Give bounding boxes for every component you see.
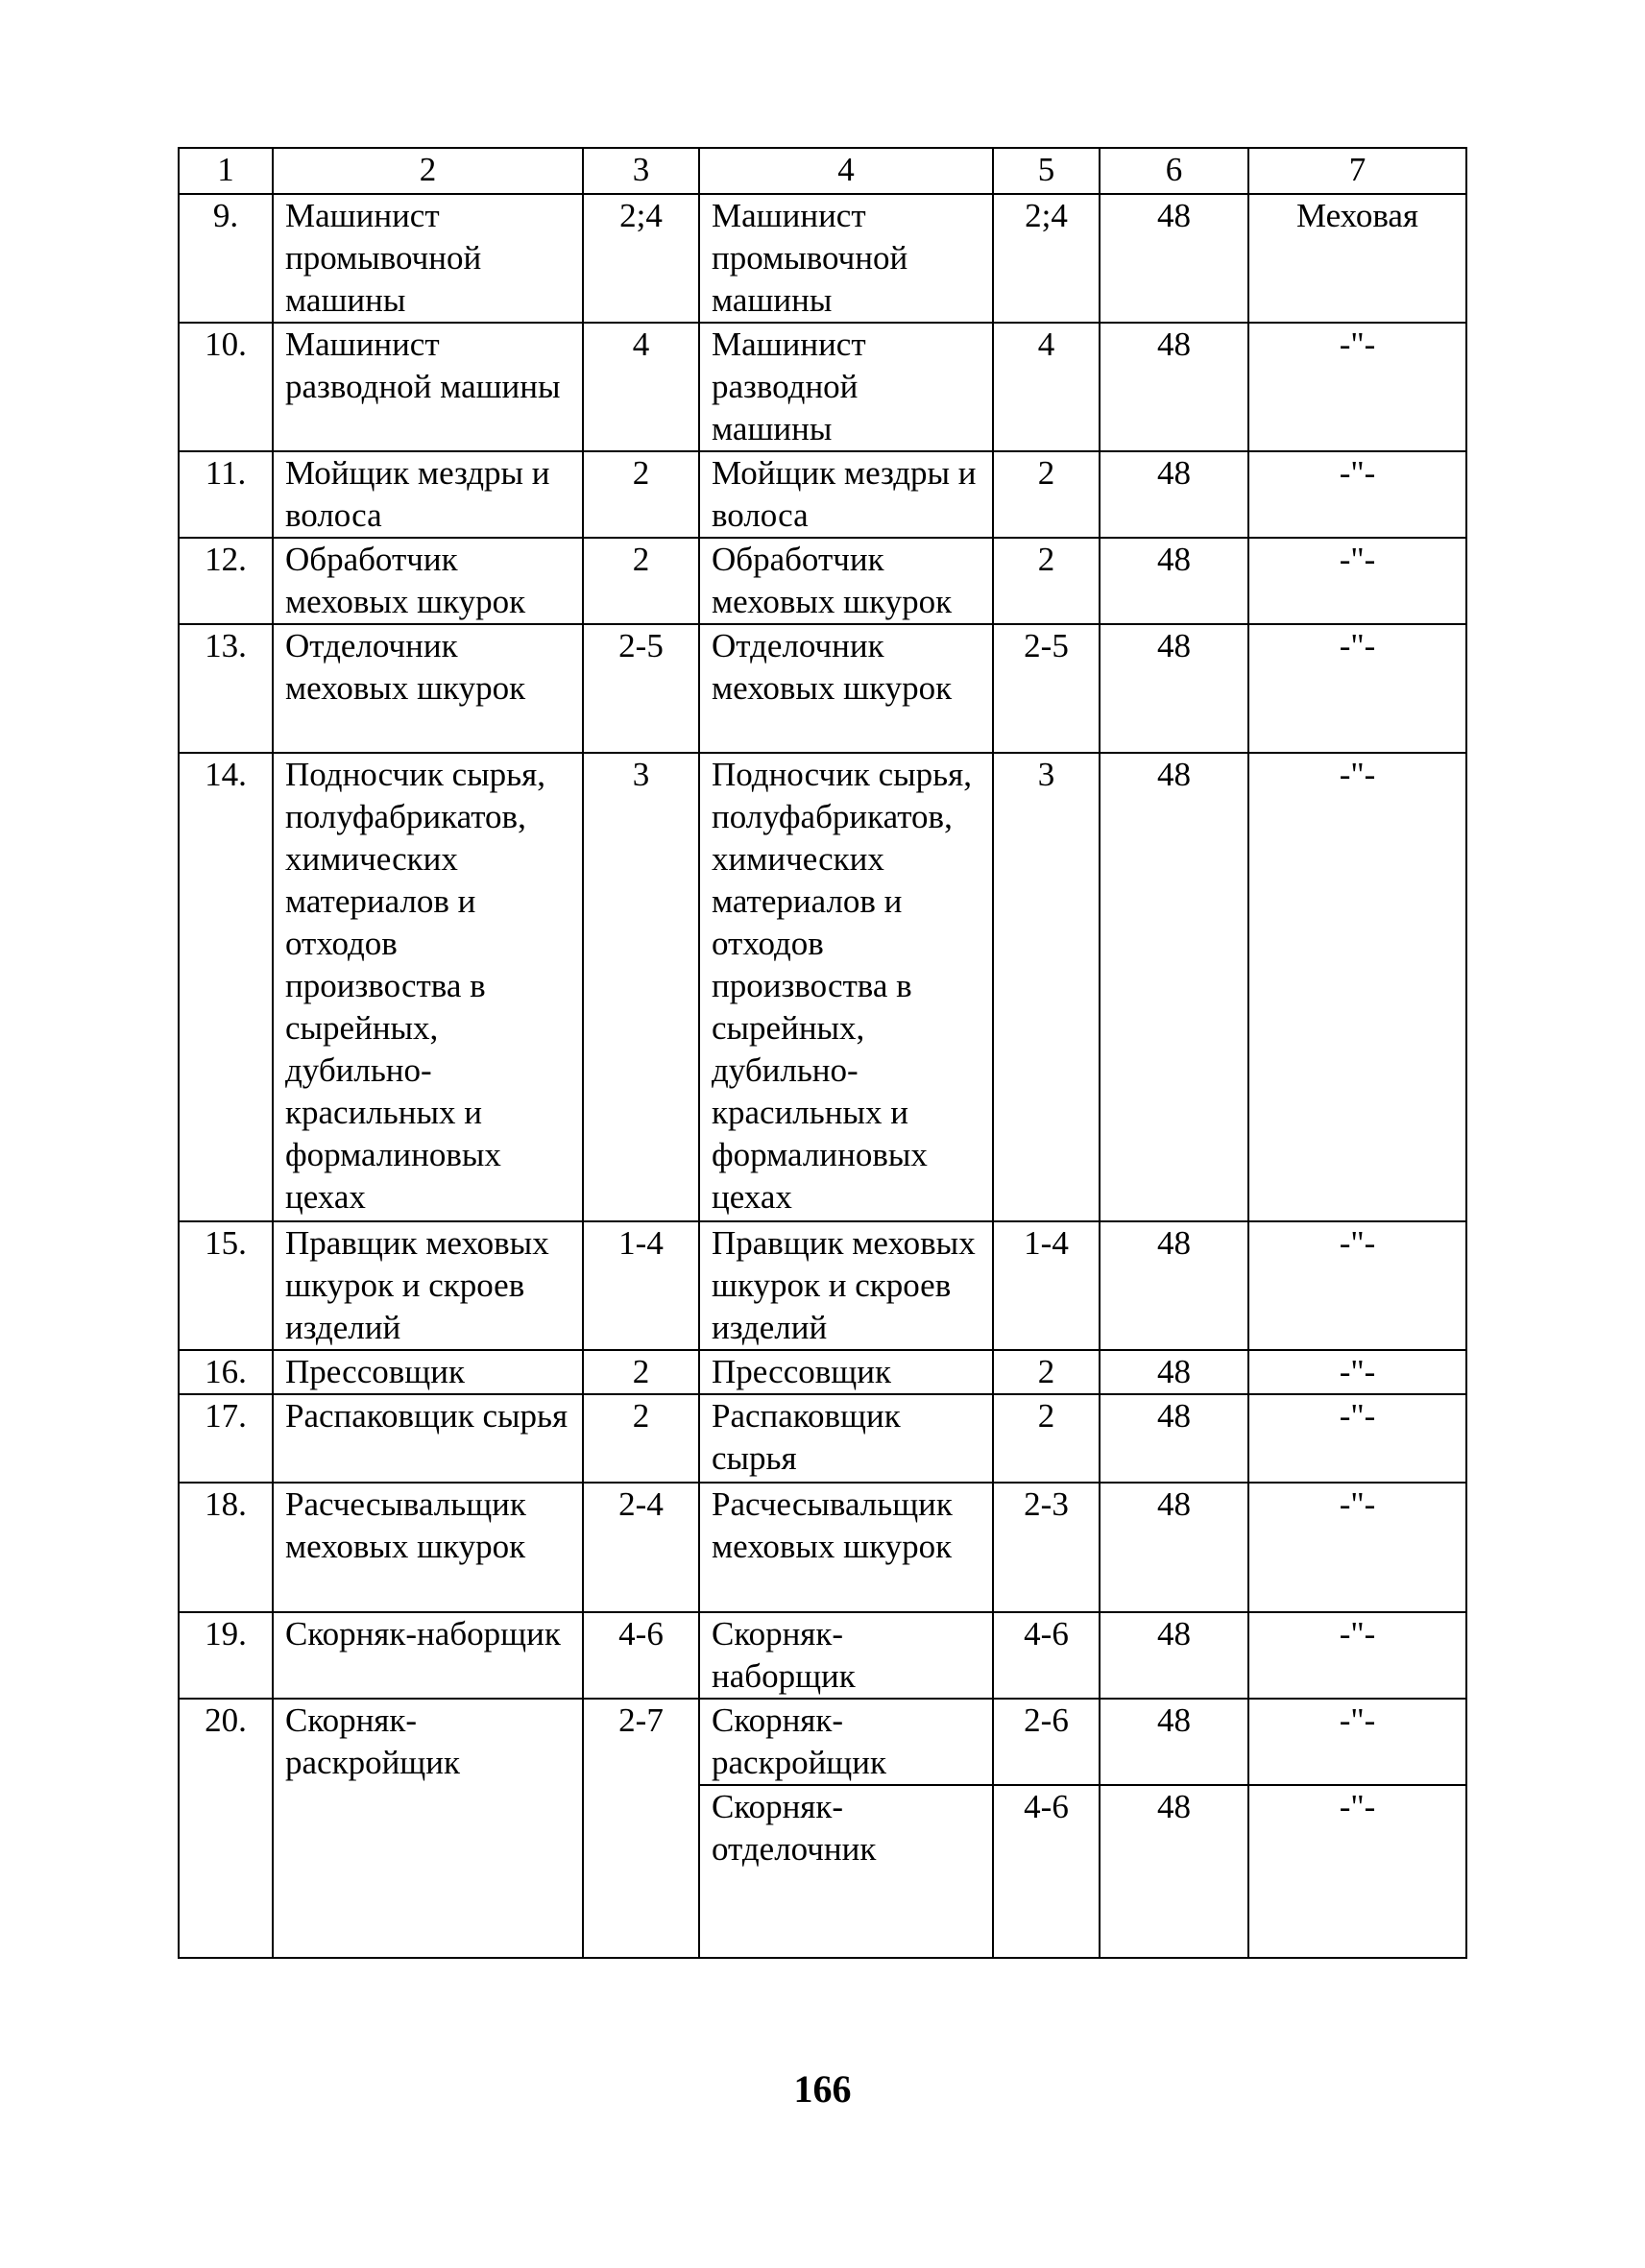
grade-new-cell: 2;4 [993, 194, 1100, 323]
grade-new-cell: 2-6 [993, 1699, 1100, 1785]
profession-new-cell: Правщик меховых шкурок и скроев изделий [699, 1221, 993, 1350]
hours-cell: 48 [1100, 1612, 1248, 1699]
profession-new-cell: Прессовщик [699, 1350, 993, 1394]
profession-cell: Машинист разводной машины [273, 323, 583, 451]
profession-cell: Машинист промывочной машины [273, 194, 583, 323]
professions-table [178, 147, 1467, 1959]
profession-new-cell: Отделочник меховых шкурок [699, 624, 993, 753]
table-row [179, 1483, 1466, 1612]
hours-cell: 48 [1100, 451, 1248, 538]
header-cell: 5 [993, 148, 1100, 194]
grade-cell: 2-7 [583, 1699, 699, 1958]
grade-new-cell: 4-6 [993, 1612, 1100, 1699]
grade-new-cell: 1-4 [993, 1221, 1100, 1350]
table-row [179, 1394, 1466, 1483]
grade-cell: 3 [583, 753, 699, 1221]
table-row [179, 1612, 1466, 1699]
row-number: 19. [179, 1612, 273, 1699]
grade-cell: 2 [583, 1394, 699, 1483]
header-cell: 4 [699, 148, 993, 194]
profession-new-cell: Скорняк-раскройщик [699, 1699, 993, 1785]
table-row [179, 451, 1466, 538]
hours-cell: 48 [1100, 1394, 1248, 1483]
note-cell: -"- [1248, 323, 1466, 451]
page-number: 166 [793, 2067, 852, 2111]
row-number: 14. [179, 753, 273, 1221]
grade-new-cell: 2 [993, 538, 1100, 624]
row-number: 11. [179, 451, 273, 538]
table-row [179, 1221, 1466, 1350]
header-cell: 2 [273, 148, 583, 194]
note-cell: -"- [1248, 1221, 1466, 1350]
note-cell: -"- [1248, 753, 1466, 1221]
note-cell: -"- [1248, 1612, 1466, 1699]
hours-cell: 48 [1100, 1699, 1248, 1785]
table-row [179, 624, 1466, 753]
grade-new-cell: 2-5 [993, 624, 1100, 753]
profession-cell: Правщик меховых шкурок и скроев изделий [273, 1221, 583, 1350]
hours-cell: 48 [1100, 1483, 1248, 1612]
profession-cell: Распаковщик сырья [273, 1394, 583, 1483]
note-cell: -"- [1248, 1699, 1466, 1785]
hours-cell: 48 [1100, 538, 1248, 624]
hours-cell: 48 [1100, 323, 1248, 451]
grade-new-cell: 4-6 [993, 1785, 1100, 1958]
grade-cell: 1-4 [583, 1221, 699, 1350]
row-number: 10. [179, 323, 273, 451]
note-cell: -"- [1248, 1483, 1466, 1612]
grade-cell: 4 [583, 323, 699, 451]
profession-cell: Скорняк-наборщик [273, 1612, 583, 1699]
profession-new-cell: Расчесывальщик меховых шкурок [699, 1483, 993, 1612]
profession-new-cell: Скорняк-отделочник [699, 1785, 993, 1958]
grade-cell: 2 [583, 538, 699, 624]
grade-cell: 2 [583, 1350, 699, 1394]
profession-new-cell: Подносчик сырья, полуфабрикатов, химических материалов и отходов произвоства в сырейных, дубильно-красильных и формалиновых цехах [699, 753, 993, 1221]
note-cell: -"- [1248, 1350, 1466, 1394]
hours-cell: 48 [1100, 1350, 1248, 1394]
note-cell: -"- [1248, 538, 1466, 624]
header-cell: 3 [583, 148, 699, 194]
grade-cell: 2-4 [583, 1483, 699, 1612]
header-row [179, 148, 1466, 194]
header-cell: 1 [179, 148, 273, 194]
hours-cell: 48 [1100, 1221, 1248, 1350]
grade-new-cell: 2 [993, 1350, 1100, 1394]
header-cell: 7 [1248, 148, 1466, 194]
header-cell: 6 [1100, 148, 1248, 194]
note-cell: -"- [1248, 624, 1466, 753]
profession-cell: Расчесывальщик меховых шкурок [273, 1483, 583, 1612]
row-number: 18. [179, 1483, 273, 1612]
table-row [179, 538, 1466, 624]
row-number: 16. [179, 1350, 273, 1394]
table-row [179, 1350, 1466, 1394]
table-row [179, 194, 1466, 323]
table-row [179, 1699, 1466, 1785]
row-number: 15. [179, 1221, 273, 1350]
note-cell: Меховая [1248, 194, 1466, 323]
profession-new-cell: Машинист промывочной машины [699, 194, 993, 323]
hours-cell: 48 [1100, 624, 1248, 753]
grade-new-cell: 2-3 [993, 1483, 1100, 1612]
grade-cell: 2-5 [583, 624, 699, 753]
note-cell: -"- [1248, 1785, 1466, 1958]
profession-new-cell: Обработчик меховых шкурок [699, 538, 993, 624]
row-number: 9. [179, 194, 273, 323]
hours-cell: 48 [1100, 1785, 1248, 1958]
profession-new-cell: Распаковщик сырья [699, 1394, 993, 1483]
table-row [179, 323, 1466, 451]
table-row [179, 753, 1466, 1221]
hours-cell: 48 [1100, 194, 1248, 323]
grade-cell: 4-6 [583, 1612, 699, 1699]
profession-cell: Скорняк-раскройщик [273, 1699, 583, 1958]
profession-cell: Отделочник меховых шкурок [273, 624, 583, 753]
profession-cell: Прессовщик [273, 1350, 583, 1394]
note-cell: -"- [1248, 1394, 1466, 1483]
grade-new-cell: 2 [993, 1394, 1100, 1483]
grade-new-cell: 3 [993, 753, 1100, 1221]
profession-cell: Мойщик мездры и волоса [273, 451, 583, 538]
row-number: 13. [179, 624, 273, 753]
profession-new-cell: Скорняк-наборщик [699, 1612, 993, 1699]
hours-cell: 48 [1100, 753, 1248, 1221]
row-number: 17. [179, 1394, 273, 1483]
profession-cell: Подносчик сырья, полуфабрикатов, химических материалов и отходов произвоства в сырейных, дубильно-красильных и формалиновых цехах [273, 753, 583, 1221]
profession-cell: Обработчик меховых шкурок [273, 538, 583, 624]
profession-new-cell: Мойщик мездры и волоса [699, 451, 993, 538]
row-number: 12. [179, 538, 273, 624]
note-cell: -"- [1248, 451, 1466, 538]
grade-new-cell: 2 [993, 451, 1100, 538]
profession-new-cell: Машинист разводной машины [699, 323, 993, 451]
grade-cell: 2;4 [583, 194, 699, 323]
grade-new-cell: 4 [993, 323, 1100, 451]
row-number: 20. [179, 1699, 273, 1958]
grade-cell: 2 [583, 451, 699, 538]
